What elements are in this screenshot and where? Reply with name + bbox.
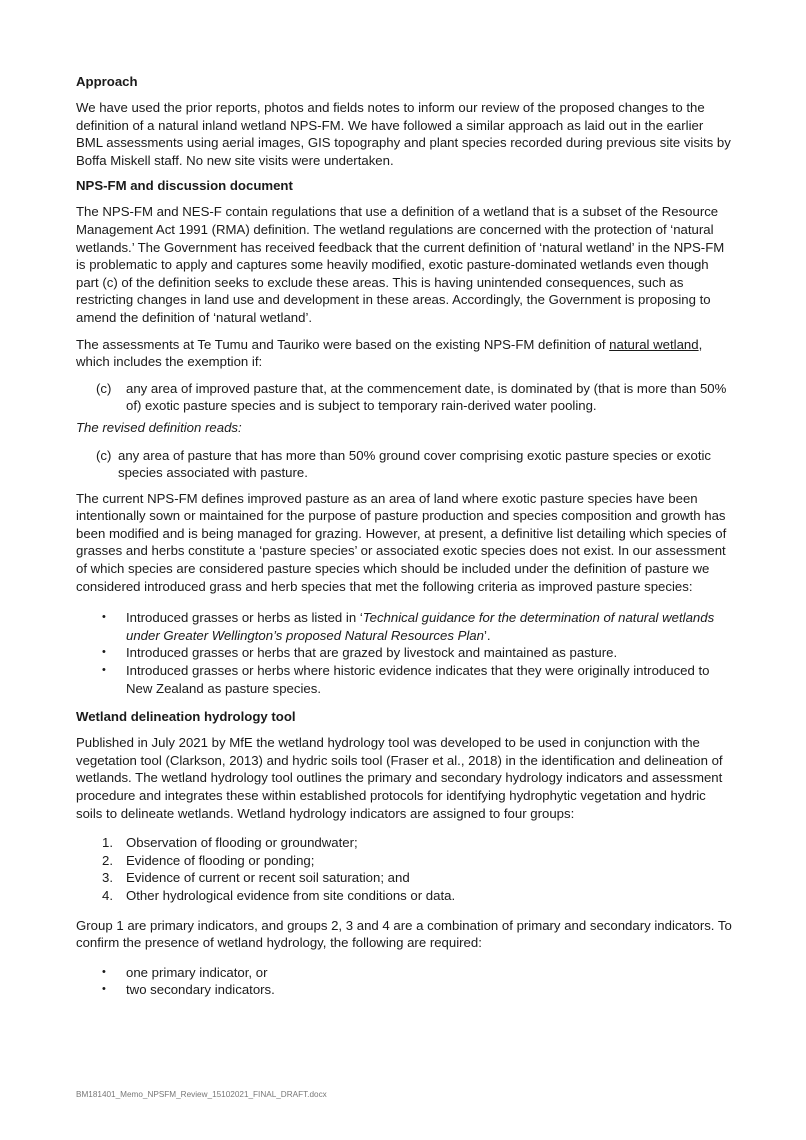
- revised-clause-c: [76, 447, 732, 482]
- pasture-criteria-list: [76, 609, 732, 697]
- list-item: • one primary indicator, or: [76, 964, 732, 982]
- approach-heading: Approach: [76, 74, 138, 89]
- list-item: • two secondary indicators.: [76, 981, 732, 999]
- npsfm-paragraph-3: The current NPS-FM defines improved pasture as an area of land where exotic pasture species have been intentionally sown or maintained for the purpose of pasture production and species composition and growth has been modified and is being managed for grazing. However, at present, a definitive list detailing which species of grasses and herbs constitute a ‘pasture species’ or associated exotic species does not exist. In our assessment of which species are considered pasture species which should be included under the definition of pasture we considered introduced grass and herb species that met the following criteria as improved pasture species:: [76, 490, 727, 594]
- document-footer: BM181401_Memo_NPSFM_Review_15102021_FINAL_DRAFT.docx: [76, 1090, 327, 1099]
- approach-paragraph: We have used the prior reports, photos and fields notes to inform our review of the proposed changes to the definition of a natural inland wetland NPS-FM. We have followed a similar approach as laid out in the earlier BML assessments using aerial images, GIS topography and plant species recorded during previous site visits by Boffa Miskell staff. No new site visits were undertaken.: [76, 100, 731, 168]
- revised-clause-text: any area of pasture that has more than 50% ground cover comprising exotic pasture species or exotic species associated with pasture.: [118, 447, 712, 481]
- hydrology-paragraph-2: Group 1 are primary indicators, and groups 2, 3 and 4 are a combination of primary and secondary indicators. To confirm the presence of wetland hydrology, the following are required:: [76, 917, 732, 951]
- list-item: 3. Evidence of current or recent soil saturation; and: [102, 870, 410, 886]
- npsfm-heading: NPS-FM and discussion document: [76, 178, 293, 194]
- npsfm-paragraph-2-pre: The assessments at Te Tumu and Tauriko were based on the existing NPS-FM definition of: [76, 336, 610, 352]
- list-item: • Introduced grasses or herbs as listed in ‘Technical guidance for the determination of natural wetlands under Greater Wellington’s proposed Natural Resources Plan’.: [76, 609, 732, 644]
- list-item: 2. Evidence of flooding or ponding;: [102, 852, 315, 868]
- bullet-icon: •: [102, 983, 106, 996]
- list-item: 1. Observation of flooding or groundwater;: [102, 835, 358, 851]
- npsfm-paragraph-2-post: , which includes the exemption if:: [76, 336, 703, 370]
- list-item: 4. Other hydrological evidence from site conditions or data.: [102, 887, 456, 903]
- document-page: [76, 74, 732, 1008]
- technical-guidance-title: Technical guidance for the determination of natural wetlands under Greater Wellington’s proposed Natural Resources Plan: [126, 610, 715, 643]
- existing-clause-c: [76, 380, 732, 415]
- hydrology-groups-list: [76, 834, 732, 904]
- existing-clause-label: (c): [96, 380, 112, 396]
- npsfm-paragraph-1: The NPS-FM and NES-F contain regulations that use a definition of a wetland that is a subset of the Resource Management Act 1991 (RMA) definition. The wetland regulations are concerned with the protection of ‘natural wetlands.’ The Government has received feedback that the current definition of ‘natural wetland’ in the NPS-FM is problematic to apply and captures some heavily modified, exotic pasture-dominated wetlands even though part (c) of the definition seeks to exclude these areas. This is having unintended consequences, such as restricting changes in land use and development in these areas. Accordingly, the Government is proposing to amend the definition of ‘natural wetland’.: [76, 204, 725, 325]
- list-item: • Introduced grasses or herbs where historic evidence indicates that they were originally introduced to New Zealand as pasture species.: [76, 662, 732, 697]
- revised-clause-label: (c): [96, 447, 112, 463]
- revised-definition-intro: The revised definition reads:: [76, 419, 242, 435]
- hydrology-paragraph-1: Published in July 2021 by MfE the wetland hydrology tool was developed to be used in conjunction with the vegetation tool (Clarkson, 2013) and hydric soils tool (Fraser et al., 2018) in the identification and delineation of wetlands. The wetland hydrology tool outlines the primary and secondary hydrology indicators and assessment procedure and integrates these within established protocols for identifying hydrophytic vegetation and hydric soils to delineate wetlands. Wetland hydrology indicators are assigned to four groups:: [76, 735, 723, 821]
- bullet-icon: •: [102, 611, 106, 624]
- bullet-icon: •: [102, 646, 106, 659]
- existing-clause-text: any area of improved pasture that, at the commencement date, is dominated by (that is more than 50% of) exotic pasture species and is subject to temporary rain-derived water pooling.: [126, 380, 727, 414]
- bullet-icon: •: [102, 664, 106, 677]
- npsfm-paragraph-2: [76, 336, 732, 371]
- list-item: • Introduced grasses or herbs that are grazed by livestock and maintained as pasture.: [76, 644, 732, 662]
- bullet-icon: •: [102, 965, 106, 978]
- hydrology-heading: Wetland delineation hydrology tool: [76, 709, 296, 725]
- natural-wetland-link[interactable]: natural wetland: [609, 336, 699, 352]
- hydrology-requirements-list: [76, 964, 732, 999]
